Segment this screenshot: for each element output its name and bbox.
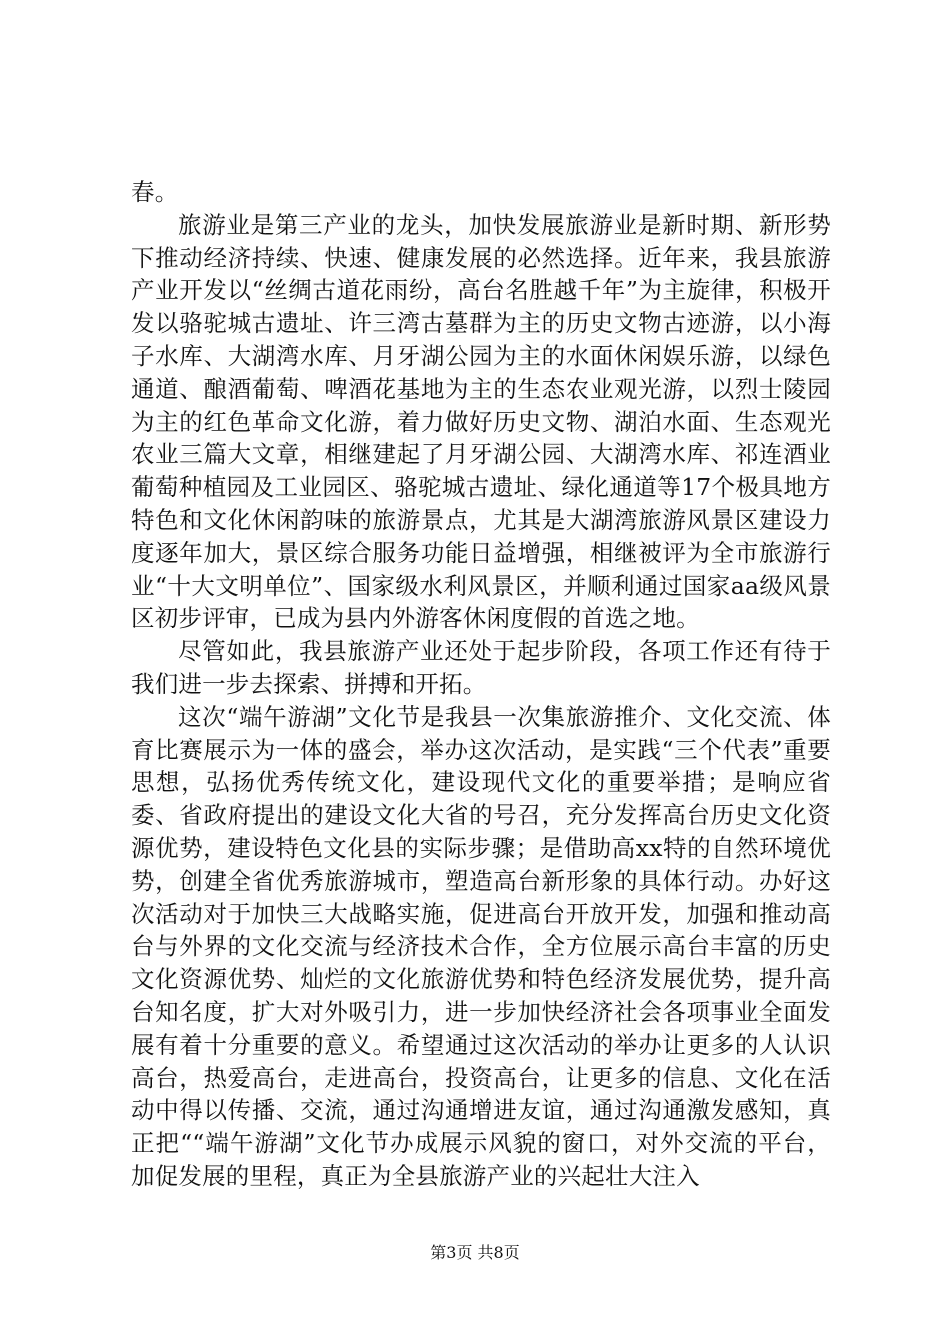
- page-number-footer: 第3页 共8页: [430, 1243, 520, 1262]
- paragraph-continuation: 春。: [131, 178, 179, 206]
- paragraph-festival-significance: 这次“端午游湖”文化节是我县一次集旅游推介、文化交流、体育比赛展示为一体的盛会，举办这次活动，是实践“三个代表”重要思想，弘扬优秀传统文化，建设现代文化的重要举措；是响应省委、省政府提出的建设文化大省的号召，充分发挥高台历史文化资源优势，建设特色文化县的实际步骤；是借助高xx特的自然环境优势，创建全省优秀旅游城市，塑造高台新形象的具体行动。办好这次活动对于加快三大战略实施，促进高台开放开发，加强和推动高台与外界的文化交流与经济技术合作，全方位展示高台丰富的历史文化资源优势、灿烂的文化旅游优势和特色经济发展优势，提升高台知名度，扩大对外吸引力，进一步加快经济社会各项事业全面发展有着十分重要的意义。希望通过这次活动的举办让更多的人认识高台，热爱高台，走进高台，投资高台，让更多的信息、文化在活动中得以传播、交流，通过沟通增进友谊，通过沟通激发感知，真正把““端午游湖”文化节办成展示风貌的窗口，对外交流的平台，加促发展的里程，真正为全县旅游产业的兴起壮大注入: [131, 702, 831, 1190]
- paragraph-early-stage: 尽管如此，我县旅游产业还处于起步阶段，各项工作还有待于我们进一步去探索、拼搏和开拓。: [131, 637, 831, 698]
- paragraph-tourism-overview: 旅游业是第三产业的龙头，加快发展旅游业是新时期、新形势下推动经济持续、快速、健康发展的必然选择。近年来，我县旅游产业开发以“丝绸古道花雨纷，高台名胜越千年”为主旋律，积极开发以骆驼城古遗址、许三湾古墓群为主的历史文物古迹游，以小海子水库、大湖湾水库、月牙湖公园为主的水面休闲娱乐游，以绿色通道、酿酒葡萄、啤酒花基地为主的生态农业观光游，以烈士陵园为主的红色革命文化游，着力做好历史文物、湖泊水面、生态观光农业三篇大文章，相继建起了月牙湖公园、大湖湾水库、祁连酒业葡萄种植园及工业园区、骆驼城古遗址、绿化通道等17个极具地方特色和文化休闲韵味的旅游景点，尤其是大湖湾旅游风景区建设力度逐年加大，景区综合服务功能日益增强，相继被评为全市旅游行业“十大文明单位”、国家级水利风景区，并顺利通过国家aa级风景区初步评审，已成为县内外游客休闲度假的首选之地。: [131, 210, 831, 633]
- document-body: [131, 176, 831, 1193]
